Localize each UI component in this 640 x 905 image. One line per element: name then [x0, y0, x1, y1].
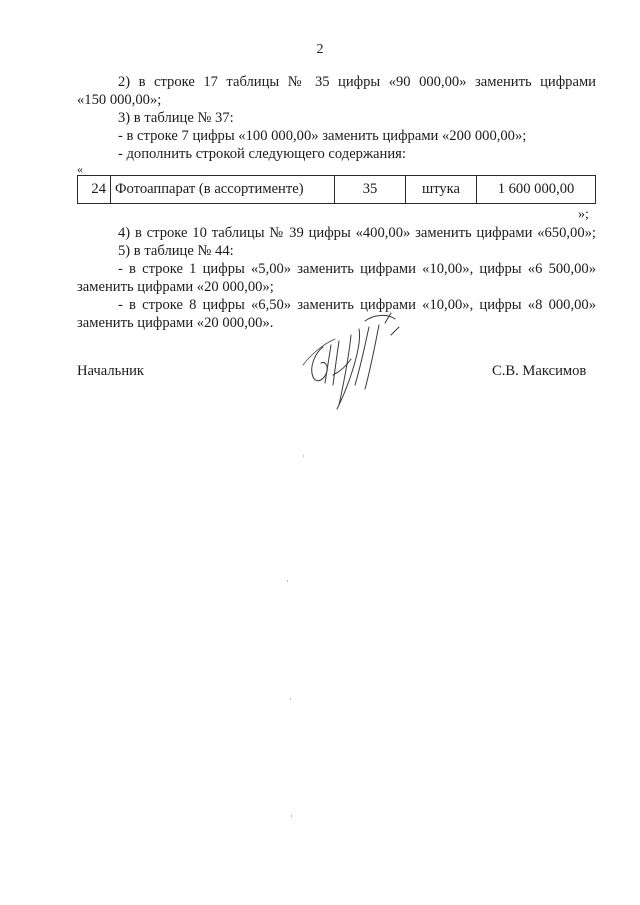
body-line-6: 4) в строке 10 таблицы № 39 цифры «400,00» заменить цифрами «650,00»; [118, 225, 596, 241]
body-line-7: 5) в таблице № 44: [118, 243, 234, 259]
table-row [78, 176, 596, 204]
page-number: 2 [316, 42, 324, 57]
handwritten-signature [295, 305, 425, 415]
cell-unit: штука [406, 176, 477, 204]
signature-stroke [333, 341, 351, 385]
body-line-4: - в строке 7 цифры «100 000,00» заменить цифрами «200 000,00»; [118, 128, 527, 144]
inserted-row-table [77, 175, 596, 204]
body-line-9: заменить цифрами «20 000,00»; [77, 279, 274, 295]
signature-stroke [365, 313, 399, 389]
signature-stroke [355, 315, 395, 385]
scan-speck [290, 698, 291, 700]
body-line-8: - в строке 1 цифры «5,00» заменить цифрами «10,00», цифры «6 500,00» [118, 261, 596, 277]
signature-stroke [312, 347, 327, 381]
body-line-11: заменить цифрами «20 000,00». [77, 315, 274, 331]
cell-number: 24 [78, 176, 111, 204]
scan-speck [291, 815, 292, 817]
signatory-position: Начальник [77, 363, 145, 379]
body-line-10: - в строке 8 цифры «6,50» заменить цифрами «10,00», цифры «8 000,00» [118, 297, 596, 313]
body-line-2: «150 000,00»; [77, 92, 162, 108]
cell-quantity: 35 [335, 176, 406, 204]
table-open-quote: « [77, 162, 83, 176]
scan-speck [287, 580, 288, 582]
scan-speck [303, 455, 304, 457]
body-line-3: 3) в таблице № 37: [118, 110, 234, 126]
signatory-name: С.В. Максимов [492, 363, 587, 379]
cell-name: Фотоаппарат (в ассортименте) [111, 176, 335, 204]
body-line-5: - дополнить строкой следующего содержания: [118, 146, 406, 162]
body-line-1: 2) в строке 17 таблицы № 35 цифры «90 000,00» заменить цифрами [118, 74, 596, 90]
cell-amount: 1 600 000,00 [477, 176, 596, 204]
table-close-quote: »; [578, 207, 589, 222]
